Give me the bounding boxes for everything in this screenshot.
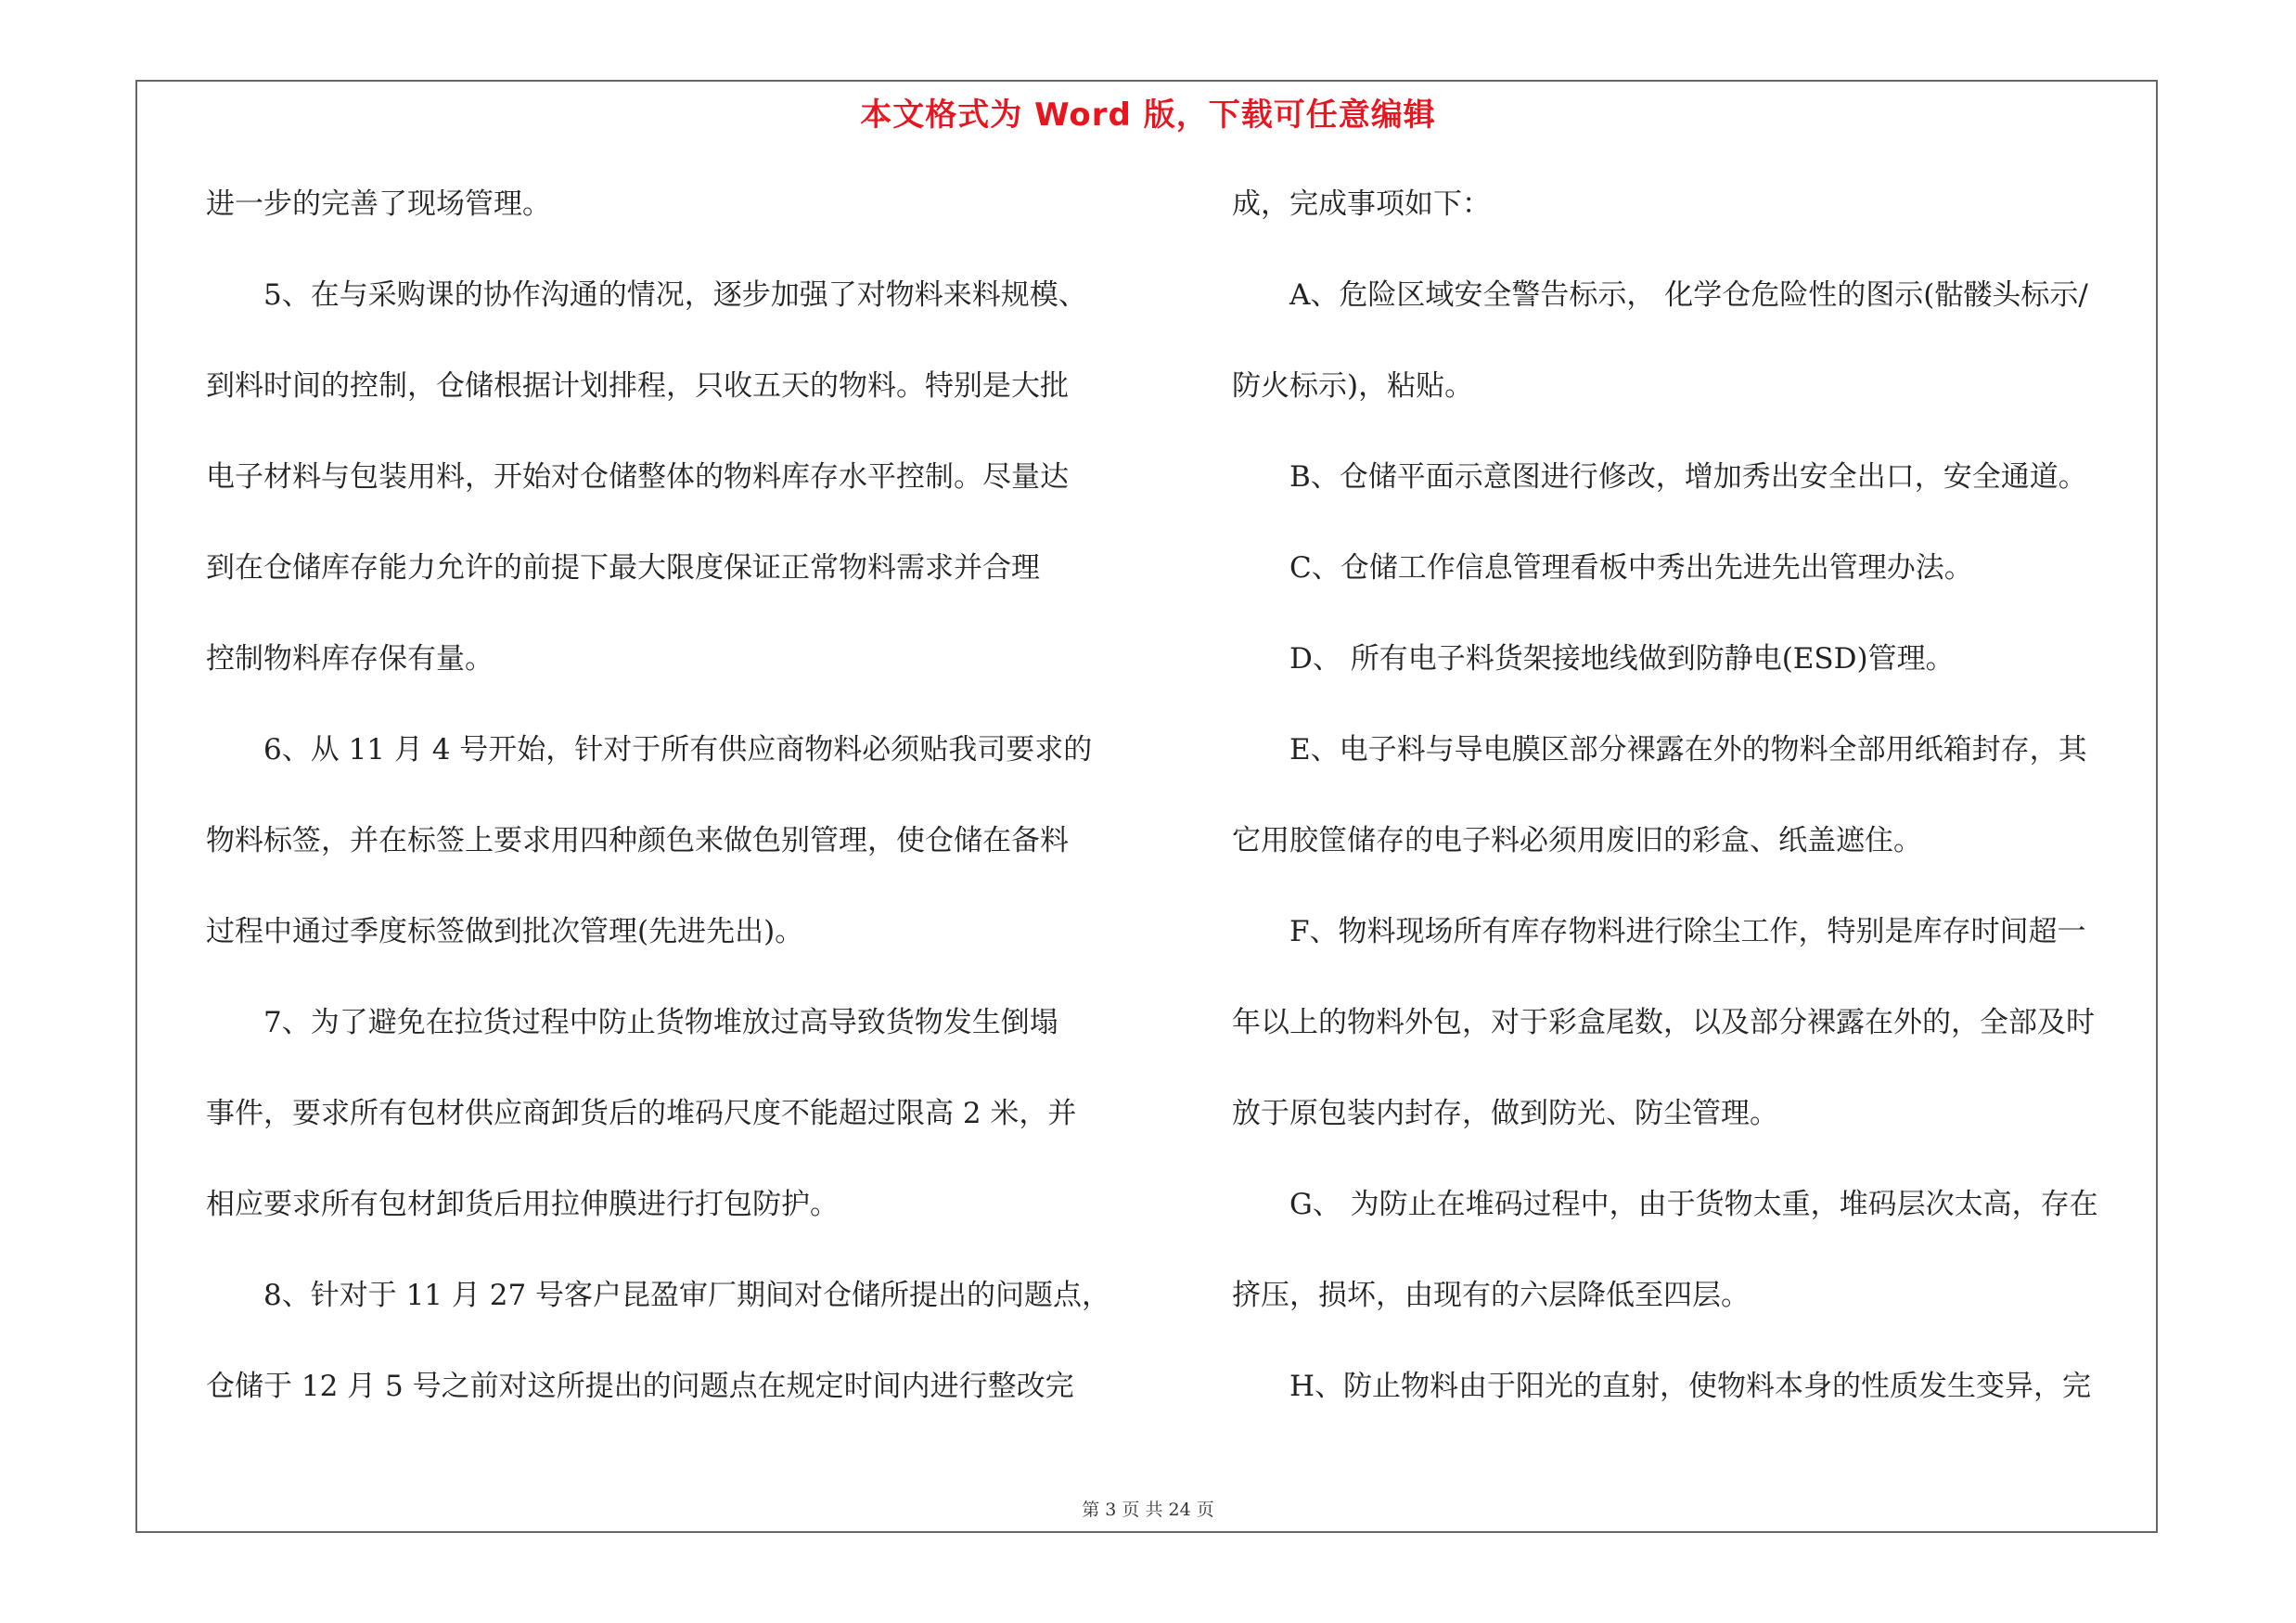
header-banner: 本文格式为 Word 版，下载可任意编辑 xyxy=(860,97,1436,134)
text-line: C、仓储工作信息管理看板中秀出先进先出管理办法。 xyxy=(1289,551,1973,585)
text-line: F、物料现场所有库存物料进行除尘工作，特别是库存时间超一 xyxy=(1289,915,2086,948)
text-line: 事件，要求所有包材供应商卸货后的堆码尺度不能超过限高 2 米，并 xyxy=(206,1097,1077,1130)
text-line: 放于原包装内封存，做到防光、防尘管理。 xyxy=(1232,1097,1778,1130)
text-line: 挤压，损坏，由现有的六层降低至四层。 xyxy=(1232,1279,1750,1312)
text-line: 物料标签，并在标签上要求用四种颜色来做色别管理，使仓储在备料 xyxy=(206,824,1069,857)
text-line: 电子材料与包装用料，开始对仓储整体的物料库存水平控制。尽量达 xyxy=(206,460,1069,494)
text-line: 进一步的完善了现场管理。 xyxy=(206,187,551,221)
text-line: H、防止物料由于阳光的直射，使物料本身的性质发生变异，完 xyxy=(1289,1370,2092,1403)
text-line: 防火标示)，粘贴。 xyxy=(1232,369,1474,403)
text-line: 到在仓储库存能力允许的前提下最大限度保证正常物料需求并合理 xyxy=(206,551,1040,585)
text-line: D、 所有电子料货架接地线做到防静电(ESD)管理。 xyxy=(1289,642,1955,676)
text-line: 仓储于 12 月 5 号之前对这所提出的问题点在规定时间内进行整改完 xyxy=(206,1370,1074,1403)
text-line: 成，完成事项如下： xyxy=(1232,187,1491,221)
text-line: 控制物料库存保有量。 xyxy=(206,642,494,676)
text-line: B、仓储平面示意图进行修改，增加秀出安全出口，安全通道。 xyxy=(1289,460,2087,494)
text-line: A、危险区域安全警告标示， 化学仓危险性的图示(骷髅头标示/ xyxy=(1289,278,2088,312)
text-line: 过程中通过季度标签做到批次管理(先进先出)。 xyxy=(206,915,804,948)
text-line: 它用胶筐储存的电子料必须用废旧的彩盒、纸盖遮住。 xyxy=(1232,824,1922,857)
text-line: E、电子料与导电膜区部分裸露在外的物料全部用纸箱封存，其 xyxy=(1289,733,2087,766)
text-line: 相应要求所有包材卸货后用拉伸膜进行打包防护。 xyxy=(206,1188,839,1221)
page-number: 第 3 页 共 24 页 xyxy=(1082,1500,1214,1520)
text-line: 年以上的物料外包，对于彩盒尾数，以及部分裸露在外的，全部及时 xyxy=(1232,1006,2095,1039)
text-line: 7、为了避免在拉货过程中防止货物堆放过高导致货物发生倒塌 xyxy=(263,1006,1058,1039)
text-line: G、 为防止在堆码过程中，由于货物太重，堆码层次太高，存在 xyxy=(1289,1188,2098,1221)
text-line: 到料时间的控制，仓储根据计划排程，只收五天的物料。特别是大批 xyxy=(206,369,1069,403)
text-line: 8、针对于 11 月 27 号客户昆盈审厂期间对仓储所提出的问题点， xyxy=(263,1279,1111,1312)
text-line: 6、从 11 月 4 号开始，针对于所有供应商物料必须贴我司要求的 xyxy=(263,733,1093,766)
text-line: 5、在与采购课的协作沟通的情况，逐步加强了对物料来料规模、 xyxy=(263,278,1087,312)
